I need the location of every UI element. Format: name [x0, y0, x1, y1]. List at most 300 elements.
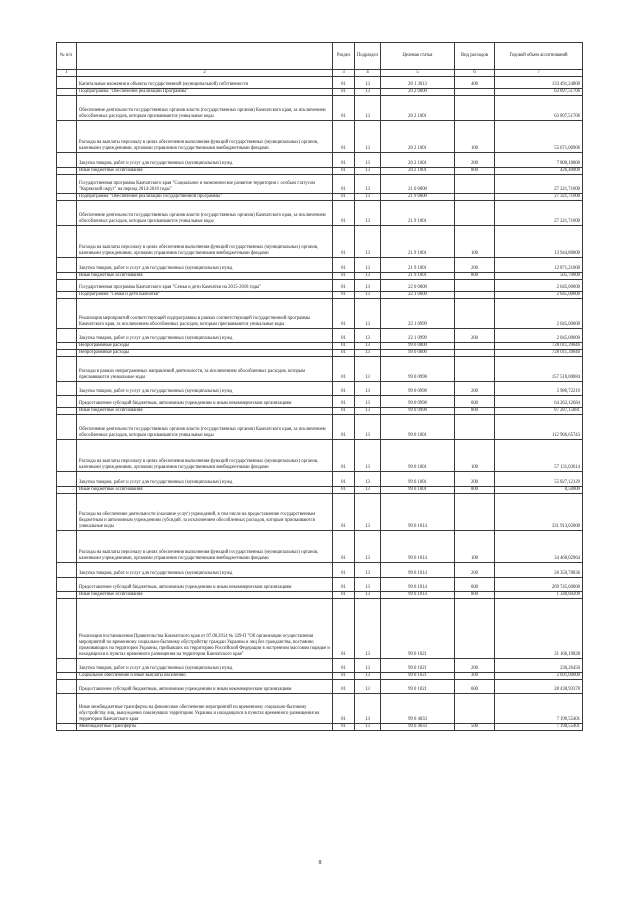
row-podrazdel-cell: 13	[355, 694, 381, 724]
row-razdel-cell: 01	[333, 357, 355, 382]
table-row	[57, 599, 583, 659]
row-number-cell	[57, 329, 77, 343]
row-expense-type-cell: 800	[455, 168, 495, 175]
table-row	[57, 680, 583, 694]
row-podrazdel-cell: 13	[355, 329, 381, 343]
row-amount-cell: 2 045,00000	[495, 280, 583, 292]
row-expense-type-cell	[455, 292, 495, 299]
page-number: 8	[318, 860, 322, 866]
row-expense-type-cell: 500	[455, 724, 495, 731]
row-number-cell	[57, 531, 77, 563]
row-target-article-cell: 99 0 0998	[381, 396, 455, 408]
header-num: № п/п	[57, 43, 77, 70]
row-podrazdel-cell: 13	[355, 194, 381, 201]
row-amount-cell: 64 262,12684	[495, 396, 583, 408]
row-amount-cell: 426,40000	[495, 168, 583, 175]
row-razdel-cell: 01	[333, 175, 355, 194]
row-name-cell: Закупка товаров, работ и услуг для государственных (муниципальных) нужд	[77, 258, 333, 273]
row-podrazdel-cell: 13	[355, 299, 381, 329]
row-amount-cell: 331 913,02000	[495, 494, 583, 531]
row-razdel-cell: 01	[333, 599, 355, 659]
row-number-cell	[57, 299, 77, 329]
row-expense-type-cell: 200	[455, 329, 495, 343]
row-target-article-cell: 20 1 3013	[381, 77, 455, 89]
row-podrazdel-cell: 13	[355, 659, 381, 673]
row-number-cell	[57, 89, 77, 96]
row-amount-cell: 31 166,19828	[495, 599, 583, 659]
table-row	[57, 578, 583, 592]
row-razdel-cell: 01	[333, 382, 355, 396]
table-row	[57, 77, 583, 89]
row-name-cell: Непрограммные расходы	[77, 350, 333, 357]
row-number-cell	[57, 599, 77, 659]
row-target-article-cell: 22 1 0000	[381, 292, 455, 299]
row-number-cell	[57, 382, 77, 396]
column-index-row	[57, 70, 583, 77]
row-podrazdel-cell: 13	[355, 273, 381, 280]
table-row	[57, 175, 583, 194]
row-razdel-cell: 01	[333, 472, 355, 487]
row-razdel-cell: 01	[333, 440, 355, 472]
row-expense-type-cell: 100	[455, 226, 495, 258]
row-target-article-cell: 99 0 0000	[381, 350, 455, 357]
row-podrazdel-cell: 13	[355, 382, 381, 396]
row-target-article-cell: 21 9 1001	[381, 258, 455, 273]
row-number-cell	[57, 121, 77, 153]
row-number-cell	[57, 153, 77, 168]
row-podrazdel-cell: 13	[355, 168, 381, 175]
row-razdel-cell: 01	[333, 96, 355, 121]
row-target-article-cell: 21 9 1001	[381, 226, 455, 258]
row-razdel-cell: 01	[333, 121, 355, 153]
row-expense-type-cell	[455, 343, 495, 350]
table-row	[57, 121, 583, 153]
row-amount-cell: 2 045,00000	[495, 329, 583, 343]
row-razdel-cell: 01	[333, 408, 355, 415]
row-razdel-cell: 01	[333, 153, 355, 168]
table-row	[57, 168, 583, 175]
table-row	[57, 258, 583, 273]
table-row	[57, 724, 583, 731]
row-name-cell: Социальное обеспечение и иные выплаты населению	[77, 673, 333, 680]
table-row	[57, 343, 583, 350]
row-name-cell: Подпрограмма "Обеспечение реализации Программы"	[77, 89, 333, 96]
row-name-cell: Реализация постановления Правительства Камчатского края от 07.08.2014 № 329-П "Об организации осуществления мероприятий по временному социально-бытовому обустройству граждан Украины и лиц без гражданства, постоянно проживающих на территории Украины, прибывших на территорию Российской Федерации в экстренном массовом порядке и находящихся в пунктах временного размещения на территории Камчатского края"	[77, 599, 333, 659]
row-number-cell	[57, 396, 77, 408]
row-expense-type-cell: 200	[455, 382, 495, 396]
row-podrazdel-cell: 13	[355, 724, 381, 731]
row-amount-cell: 269 745,60000	[495, 578, 583, 592]
row-amount-cell: 63 897,51706	[495, 89, 583, 96]
row-podrazdel-cell: 13	[355, 494, 381, 531]
row-podrazdel-cell: 13	[355, 680, 381, 694]
row-amount-cell: 157 510,00884	[495, 357, 583, 382]
row-name-cell: Закупка товаров, работ и услуг для государственных (муниципальных) нужд	[77, 153, 333, 168]
row-podrazdel-cell: 13	[355, 280, 381, 292]
table-row	[57, 659, 583, 673]
row-razdel-cell: 01	[333, 77, 355, 89]
row-podrazdel-cell: 13	[355, 415, 381, 440]
row-razdel-cell: 01	[333, 415, 355, 440]
row-number-cell	[57, 494, 77, 531]
row-razdel-cell: 01	[333, 531, 355, 563]
budget-table	[56, 42, 583, 731]
row-number-cell	[57, 440, 77, 472]
row-target-article-cell: 99 0 0000	[381, 343, 455, 350]
row-name-cell: Расходы на обеспечение деятельности (оказание услуг) учреждений, в том числе на предоставление государственным бюджетным и автономным учреждениям субсидий, за исключением обособленных расходов, которым присваиваются уникальные коды	[77, 494, 333, 531]
row-target-article-cell: 99 0 1014	[381, 494, 455, 531]
row-amount-cell: 7 190,55401	[495, 694, 583, 724]
table-row	[57, 357, 583, 382]
row-name-cell: Предоставление субсидий бюджетным, автономным учреждениям и иным некоммерческим организациям	[77, 396, 333, 408]
row-podrazdel-cell: 13	[355, 592, 381, 599]
row-target-article-cell: 22 0 0000	[381, 280, 455, 292]
row-number-cell	[57, 168, 77, 175]
row-name-cell: Закупка товаров, работ и услуг для государственных (муниципальных) нужд	[77, 382, 333, 396]
row-razdel-cell: 01	[333, 292, 355, 299]
row-number-cell	[57, 592, 77, 599]
row-number-cell	[57, 724, 77, 731]
row-expense-type-cell: 800	[455, 408, 495, 415]
row-name-cell: Государственная программа Камчатского края "Семья и дети Камчатки на 2015-2018 годы"	[77, 280, 333, 292]
row-podrazdel-cell: 13	[355, 531, 381, 563]
row-name-cell: Иные бюджетные ассигнования	[77, 408, 333, 415]
column-index-cell: 6	[455, 70, 495, 77]
row-name-cell: Расходы на выплаты персоналу в целях обеспечения выполнения функций государственных (муниципальных) органов, казенными учреждениями, органами управления государственными внебюджетными фондами	[77, 531, 333, 563]
row-expense-type-cell: 600	[455, 680, 495, 694]
row-target-article-cell: 99 0 0998	[381, 382, 455, 396]
table-row	[57, 396, 583, 408]
row-name-cell: Подпрограмма "Семья и дети Камчатки"	[77, 292, 333, 299]
row-name-cell: Расходы на выплаты персоналу в целях обеспечения выполнения функций государственных (муниципальных) органов, казенными учреждениями, органами управления государственными внебюджетными фондами	[77, 226, 333, 258]
row-name-cell: Межбюджетные трансферты	[77, 724, 333, 731]
row-razdel-cell: 01	[333, 201, 355, 226]
table-row	[57, 563, 583, 578]
row-amount-cell: 27 321,71000	[495, 175, 583, 194]
row-razdel-cell: 01	[333, 273, 355, 280]
row-number-cell	[57, 563, 77, 578]
row-expense-type-cell	[455, 299, 495, 329]
table-row	[57, 592, 583, 599]
row-target-article-cell: 20 2 1001	[381, 121, 455, 153]
row-name-cell: Закупка товаров, работ и услуг для государственных (муниципальных) нужд	[77, 329, 333, 343]
row-razdel-cell: 01	[333, 578, 355, 592]
row-amount-cell: 27 321,71000	[495, 201, 583, 226]
row-name-cell: Закупка товаров, работ и услуг для государственных (муниципальных) нужд	[77, 659, 333, 673]
row-razdel-cell: 01	[333, 592, 355, 599]
row-expense-type-cell	[455, 194, 495, 201]
row-amount-cell: 27 321,71000	[495, 194, 583, 201]
row-expense-type-cell: 100	[455, 121, 495, 153]
row-expense-type-cell: 200	[455, 258, 495, 273]
row-expense-type-cell: 200	[455, 153, 495, 168]
row-target-article-cell: 99 0 1014	[381, 531, 455, 563]
row-name-cell: Обеспечение деятельности государственных органов власти (государственных органов) Камчатского края, за исключением обособленных расходов, которым присваиваются уникальные коды	[77, 415, 333, 440]
table-row	[57, 531, 583, 563]
row-target-article-cell: 21 9 1001	[381, 201, 455, 226]
row-target-article-cell: 99 0 0998	[381, 408, 455, 415]
row-podrazdel-cell: 13	[355, 396, 381, 408]
row-podrazdel-cell: 13	[355, 487, 381, 494]
table-row	[57, 408, 583, 415]
row-razdel-cell: 01	[333, 343, 355, 350]
row-podrazdel-cell: 13	[355, 175, 381, 194]
table-row	[57, 440, 583, 472]
row-expense-type-cell	[455, 96, 495, 121]
row-expense-type-cell: 200	[455, 472, 495, 487]
row-amount-cell: 112 966,65743	[495, 415, 583, 440]
table-row	[57, 201, 583, 226]
table-row	[57, 292, 583, 299]
row-razdel-cell: 01	[333, 396, 355, 408]
row-razdel-cell: 01	[333, 680, 355, 694]
row-expense-type-cell: 800	[455, 487, 495, 494]
row-number-cell	[57, 472, 77, 487]
row-name-cell: Обеспечение деятельности государственных органов власти (государственных органов) Камчатского края, за исключением обособленных расходов, которым присваиваются уникальные коды	[77, 201, 333, 226]
table-row	[57, 415, 583, 440]
row-amount-cell: 34 468,02964	[495, 531, 583, 563]
row-expense-type-cell	[455, 599, 495, 659]
row-target-article-cell: 21 9 1001	[381, 273, 455, 280]
row-razdel-cell: 01	[333, 563, 355, 578]
row-name-cell: Капитальные вложения в объекты государственной (муниципальной) собственности	[77, 77, 333, 89]
row-expense-type-cell: 600	[455, 578, 495, 592]
row-expense-type-cell: 300	[455, 673, 495, 680]
row-podrazdel-cell: 13	[355, 121, 381, 153]
row-expense-type-cell	[455, 494, 495, 531]
row-razdel-cell: 01	[333, 350, 355, 357]
row-name-cell: Обеспечение деятельности государственных органов власти (государственных органов) Камчатского края, за исключением обособленных расходов, которым присваиваются уникальные коды	[77, 96, 333, 121]
row-podrazdel-cell: 13	[355, 563, 381, 578]
row-number-cell	[57, 77, 77, 89]
row-podrazdel-cell: 13	[355, 96, 381, 121]
row-amount-cell: 728 011,39846	[495, 343, 583, 350]
row-expense-type-cell: 400	[455, 77, 495, 89]
column-index-cell: 4	[355, 70, 381, 77]
table-body	[57, 77, 583, 731]
row-target-article-cell: 99 0 1014	[381, 563, 455, 578]
row-number-cell	[57, 659, 77, 673]
row-name-cell: Государственная программа Камчатского края "Социальное и экономическое развитие территории с особым статусом "Корякский округ" на период 2014-2018 годы"	[77, 175, 333, 194]
row-name-cell: Закупка товаров, работ и услуг для государственных (муниципальных) нужд	[77, 563, 333, 578]
row-expense-type-cell: 600	[455, 396, 495, 408]
table-header-row	[57, 43, 583, 70]
header-name	[77, 43, 333, 70]
column-index-cell: 7	[495, 70, 583, 77]
row-amount-cell: 13 944,80000	[495, 226, 583, 258]
column-index-cell: 3	[333, 70, 355, 77]
row-podrazdel-cell: 13	[355, 201, 381, 226]
row-target-article-cell: 22 1 0999	[381, 329, 455, 343]
row-amount-cell: 2 045,00000	[495, 299, 583, 329]
row-amount-cell: 57 131,03614	[495, 440, 583, 472]
row-podrazdel-cell: 13	[355, 350, 381, 357]
row-podrazdel-cell: 13	[355, 578, 381, 592]
row-amount-cell: 133 491,24800	[495, 77, 583, 89]
row-target-article-cell: 22 1 0999	[381, 299, 455, 329]
table-row	[57, 153, 583, 168]
header-annual-volume: Годовой объем ассигнований	[495, 43, 583, 70]
row-target-article-cell: 99 0 1001	[381, 487, 455, 494]
row-number-cell	[57, 343, 77, 350]
budget-sheet	[56, 42, 582, 731]
row-number-cell	[57, 680, 77, 694]
row-name-cell: Расходы на выплаты персоналу в целях обеспечения выполнения функций государственных (муниципальных) органов, казенными учреждениями, органами управления государственными внебюджетными фондами	[77, 121, 333, 153]
row-target-article-cell: 20 2 1001	[381, 153, 455, 168]
row-target-article-cell: 99 0 1021	[381, 673, 455, 680]
row-amount-cell: 26 350,78836	[495, 563, 583, 578]
row-expense-type-cell	[455, 201, 495, 226]
row-number-cell	[57, 280, 77, 292]
row-razdel-cell: 01	[333, 494, 355, 531]
row-amount-cell: 728 011,39846	[495, 350, 583, 357]
row-target-article-cell: 99 0 1021	[381, 599, 455, 659]
table-row	[57, 487, 583, 494]
row-number-cell	[57, 258, 77, 273]
row-name-cell: Непрограммные расходы	[77, 343, 333, 350]
row-target-article-cell: 99 0 0998	[381, 357, 455, 382]
row-razdel-cell: 01	[333, 659, 355, 673]
row-number-cell	[57, 194, 77, 201]
table-row	[57, 226, 583, 258]
row-razdel-cell: 01	[333, 226, 355, 258]
row-podrazdel-cell: 13	[355, 673, 381, 680]
row-target-article-cell: 99 0 1001	[381, 415, 455, 440]
row-podrazdel-cell: 13	[355, 258, 381, 273]
row-name-cell: Реализация мероприятий соответствующей подпрограммы в рамках соответствующей государственной программы Камчатского края, за исключением обособленных расходов, которым присваиваются уникальные коды	[77, 299, 333, 329]
row-amount-cell: 12 871,21000	[495, 258, 583, 273]
row-podrazdel-cell: 13	[355, 226, 381, 258]
row-target-article-cell: 99 0 1014	[381, 592, 455, 599]
header-razdel: Раздел	[333, 43, 355, 70]
row-target-article-cell: 99 0 1021	[381, 659, 455, 673]
row-razdel-cell: 01	[333, 194, 355, 201]
column-index-cell: 5	[381, 70, 455, 77]
table-row	[57, 329, 583, 343]
row-razdel-cell: 01	[333, 694, 355, 724]
row-expense-type-cell: 200	[455, 563, 495, 578]
row-amount-cell: 5 980,72219	[495, 382, 583, 396]
row-number-cell	[57, 578, 77, 592]
row-number-cell	[57, 487, 77, 494]
row-amount-cell: 28 438,93378	[495, 680, 583, 694]
row-number-cell	[57, 357, 77, 382]
row-number-cell	[57, 96, 77, 121]
row-number-cell	[57, 273, 77, 280]
row-razdel-cell: 01	[333, 673, 355, 680]
row-number-cell	[57, 201, 77, 226]
row-expense-type-cell	[455, 280, 495, 292]
row-razdel-cell: 01	[333, 329, 355, 343]
row-number-cell	[57, 292, 77, 299]
header-expense-type: Вид расходов	[455, 43, 495, 70]
row-number-cell	[57, 408, 77, 415]
table-row	[57, 673, 583, 680]
row-expense-type-cell	[455, 694, 495, 724]
header-podrazdel: Подраздел	[355, 43, 381, 70]
table-row	[57, 194, 583, 201]
row-target-article-cell: 99 0 1021	[381, 680, 455, 694]
table-row	[57, 472, 583, 487]
table-row	[57, 280, 583, 292]
row-expense-type-cell	[455, 89, 495, 96]
row-expense-type-cell	[455, 357, 495, 382]
row-name-cell: Иные бюджетные ассигнования	[77, 273, 333, 280]
row-podrazdel-cell: 13	[355, 357, 381, 382]
row-name-cell: Предоставление субсидий бюджетным, автономным учреждениям и иным некоммерческим организациям	[77, 578, 333, 592]
row-target-article-cell: 99 0 1001	[381, 472, 455, 487]
table-row	[57, 273, 583, 280]
column-index-cell: 2	[77, 70, 333, 77]
row-razdel-cell: 01	[333, 258, 355, 273]
row-target-article-cell: 20 2 1001	[381, 96, 455, 121]
row-expense-type-cell: 100	[455, 531, 495, 563]
row-number-cell	[57, 694, 77, 724]
row-expense-type-cell: 800	[455, 273, 495, 280]
row-amount-cell: 63 897,51706	[495, 96, 583, 121]
row-target-article-cell: 20 2 1001	[381, 168, 455, 175]
row-podrazdel-cell: 13	[355, 153, 381, 168]
row-target-article-cell: 99 0 4033	[381, 694, 455, 724]
table-row	[57, 89, 583, 96]
row-number-cell	[57, 350, 77, 357]
row-amount-cell: 55 827,12129	[495, 472, 583, 487]
row-razdel-cell: 01	[333, 487, 355, 494]
row-podrazdel-cell: 13	[355, 292, 381, 299]
row-amount-cell: 7 800,10800	[495, 153, 583, 168]
row-target-article-cell: 21 9 0000	[381, 194, 455, 201]
row-razdel-cell: 01	[333, 724, 355, 731]
row-expense-type-cell	[455, 415, 495, 440]
row-expense-type-cell	[455, 175, 495, 194]
row-amount-cell: 7 190,55401	[495, 724, 583, 731]
row-target-article-cell: 99 0 4033	[381, 724, 455, 731]
row-target-article-cell: 99 0 1014	[381, 578, 455, 592]
row-amount-cell: 2 045,00000	[495, 292, 583, 299]
table-row	[57, 299, 583, 329]
row-name-cell: Иные бюджетные ассигнования	[77, 592, 333, 599]
row-amount-cell: 236,26450	[495, 659, 583, 673]
row-number-cell	[57, 226, 77, 258]
table-row	[57, 694, 583, 724]
row-target-article-cell: 99 0 1001	[381, 440, 455, 472]
row-podrazdel-cell: 13	[355, 343, 381, 350]
row-number-cell	[57, 673, 77, 680]
row-name-cell: Иные бюджетные ассигнования	[77, 487, 333, 494]
header-target-article: Целевая статья	[381, 43, 455, 70]
row-name-cell: Предоставление субсидий бюджетным, автономным учреждениям и иным некоммерческим организациям	[77, 680, 333, 694]
row-expense-type-cell: 200	[455, 659, 495, 673]
row-amount-cell: 1 348,60200	[495, 592, 583, 599]
row-podrazdel-cell: 13	[355, 408, 381, 415]
row-number-cell	[57, 175, 77, 194]
row-name-cell: Подпрограмма "Обеспечение реализации государственной программы"	[77, 194, 333, 201]
row-razdel-cell: 01	[333, 89, 355, 96]
row-expense-type-cell	[455, 350, 495, 357]
row-name-cell: Иные межбюджетные трансферты на финансовое обеспечение мероприятий по временному социально-бытовому обустройству лиц, вынужденно покинувших территорию Украины и находящихся в пунктах временного размещения на территории Камчатского края	[77, 694, 333, 724]
row-expense-type-cell: 800	[455, 592, 495, 599]
row-razdel-cell: 01	[333, 168, 355, 175]
row-name-cell: Закупка товаров, работ и услуг для государственных (муниципальных) нужд	[77, 472, 333, 487]
row-amount-cell: 2 691,00000	[495, 673, 583, 680]
table-row	[57, 96, 583, 121]
row-amount-cell: 505,70000	[495, 273, 583, 280]
row-podrazdel-cell: 13	[355, 472, 381, 487]
row-name-cell: Иные бюджетные ассигнования	[77, 168, 333, 175]
row-name-cell: Расходы в рамках непрограммных направлений деятельности, за исключением обособленных расходов, которым присваиваются уникальные коды	[77, 357, 333, 382]
row-podrazdel-cell: 13	[355, 77, 381, 89]
row-razdel-cell: 01	[333, 280, 355, 292]
